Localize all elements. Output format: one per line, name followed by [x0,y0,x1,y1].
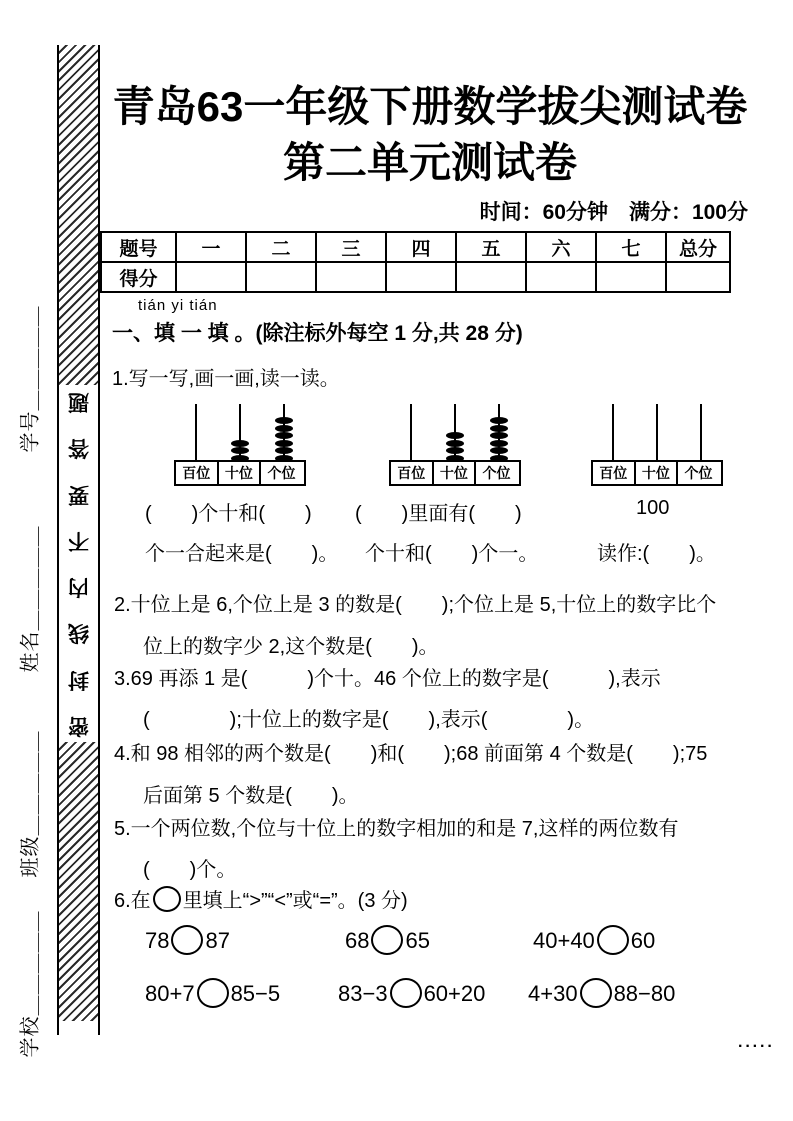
page-title-line2: 第二单元测试卷 [282,139,577,186]
score-table-header-cell: 题号 [101,232,176,262]
comparison-left: 78 [145,928,170,953]
exam-info: 时间：60分钟 满分：100分 [479,201,748,224]
seal-line-strip [57,45,100,1035]
comparison-left: 80+7 [145,981,195,1006]
comparison-left: 83−3 [338,981,388,1006]
q1-blank-3-line1: 100 [636,497,670,519]
comparison-item [145,925,230,955]
score-cell-empty [456,262,526,292]
score-cell-empty [386,262,456,292]
seal-char: 内 [68,575,89,599]
score-table-header-cell: 一 [176,232,246,262]
place-label-hundreds: 百位 [397,465,426,481]
score-table-score-row [101,262,730,292]
seal-line-text [68,385,89,742]
seal-char: 密 [68,713,89,737]
score-table-header-cell: 五 [456,232,526,262]
abacus-beads-tens [231,440,249,463]
question-3-line2: ( );十位上的数字是( ),表示( )。 [143,709,595,731]
place-label-tens: 十位 [432,462,475,484]
question-6-text [114,884,408,913]
score-cell-empty [596,262,666,292]
comparison-right: 60+20 [423,981,486,1006]
score-cell-empty [246,262,316,292]
place-label-tens: 十位 [217,462,260,484]
field-name: 姓名＿＿＿＿＿ [19,525,42,673]
q1-blank-2-line2: 个十和( )个一。 [365,543,539,565]
abacus-rod-hundreds [195,404,197,462]
score-table-header-cell: 二 [246,232,316,262]
comparison-item [345,925,430,955]
seal-char: 答 [68,436,89,460]
q1-blank-2-line1: ( )里面有( ) [355,503,522,525]
abacus-1 [174,404,306,486]
comparison-circle [171,925,203,955]
place-label-tens: 十位 [634,462,677,484]
question-5-line2: ( )个。 [143,859,237,881]
score-table [100,231,731,293]
page-title-line1: 青岛63一年级下册数学拔尖测试卷 [112,83,748,130]
abacus-3-rods [591,404,723,460]
place-label-ones: 个位 [474,462,517,484]
comparison-right: 85−5 [230,981,281,1006]
abacus-2 [389,404,521,486]
score-table-header-cell: 总分 [666,232,730,262]
comparison-item [338,978,485,1008]
seal-char: 要 [68,482,89,506]
score-cell-empty [526,262,596,292]
abacus-beads-tens [446,432,464,462]
question-4-line2: 后面第 5 个数是( )。 [143,785,359,807]
comparison-right: 88−80 [613,981,676,1006]
score-cell-empty [176,262,246,292]
q1-blank-1-line2: 个一合起来是( )。 [145,543,339,565]
question-2-line2: 位上的数字少 2,这个数是( )。 [143,636,439,658]
comparison-item [528,978,675,1008]
place-label-ones: 个位 [259,462,302,484]
question-2-line1: 2.十位上是 6,个位上是 3 的数是( );个位上是 5,十位上的数字比个 [114,594,717,616]
place-label-ones: 个位 [676,462,719,484]
field-school: 学校＿＿＿＿＿ [19,910,42,1058]
page-cut-dots: ····· [738,1038,775,1055]
question-3-line1: 3.69 再添 1 是( )个十。46 个位上的数字是( ),表示 [114,668,661,690]
abacus-1-rods [174,404,306,460]
place-label-hundreds: 百位 [182,465,211,481]
question-5-line1: 5.一个两位数,个位与十位上的数字相加的和是 7,这样的两位数有 [114,818,679,840]
abacus-1-base [174,460,306,486]
score-table-header-cell: 三 [316,232,386,262]
score-row-label: 得分 [101,262,176,292]
score-table-header-row [101,232,730,262]
comparison-item [533,925,655,955]
comparison-right: 65 [405,928,430,953]
q1-blank-3-line2: 读作:( )。 [597,543,716,565]
section-one-heading: 一、填 一 填 。(除注标外每空 1 分,共 28 分) [112,322,523,345]
seal-char: 封 [68,667,89,691]
comparison-left: 68 [345,928,370,953]
q6-prefix: 6.在 [114,890,151,912]
hatch-pattern-top [59,45,98,385]
q6-example-circle [153,886,181,912]
comparison-right: 87 [205,928,230,953]
abacus-rod-ones [700,404,702,462]
q6-suffix: 里填上“>”“<”或“=”。(3 分) [182,890,408,912]
score-table-header-cell: 四 [386,232,456,262]
score-cell-empty [666,262,730,292]
comparison-left: 40+40 [533,928,595,953]
question-4-line1: 4.和 98 相邻的两个数是( )和( );68 前面第 4 个数是( );75 [114,743,708,765]
field-class: 班级＿＿＿＿＿ [19,730,42,878]
abacus-3-base [591,460,723,486]
comparison-item [145,978,280,1008]
comparison-circle [371,925,403,955]
abacus-rod-tens [656,404,658,462]
comparison-right: 60 [630,928,656,953]
seal-char: 线 [68,621,89,645]
abacus-2-rods [389,404,521,460]
abacus-2-base [389,460,521,486]
hatch-pattern-bottom [59,742,98,1021]
abacus-rod-hundreds [612,404,614,462]
place-label-hundreds: 百位 [599,465,628,481]
seal-char: 不 [68,528,89,552]
comparison-circle [580,978,612,1008]
field-student-number: 学号＿＿＿＿＿ [19,305,42,453]
abacus-3 [591,404,723,486]
pinyin-annotation: tián yi tián [138,297,218,314]
abacus-beads-ones [275,417,293,462]
comparison-circle [197,978,229,1008]
comparison-circle [597,925,629,955]
comparison-circle [390,978,422,1008]
score-table-header-cell: 七 [596,232,666,262]
comparison-left: 4+30 [528,981,578,1006]
seal-char: 题 [68,390,89,413]
score-cell-empty [316,262,386,292]
question-1-text: 1.写一写,画一画,读一读。 [112,368,340,390]
score-table-header-cell: 六 [526,232,596,262]
abacus-rod-hundreds [410,404,412,462]
q1-blank-1-line1: ( )个十和( ) [145,503,312,525]
abacus-beads-ones [490,417,508,462]
